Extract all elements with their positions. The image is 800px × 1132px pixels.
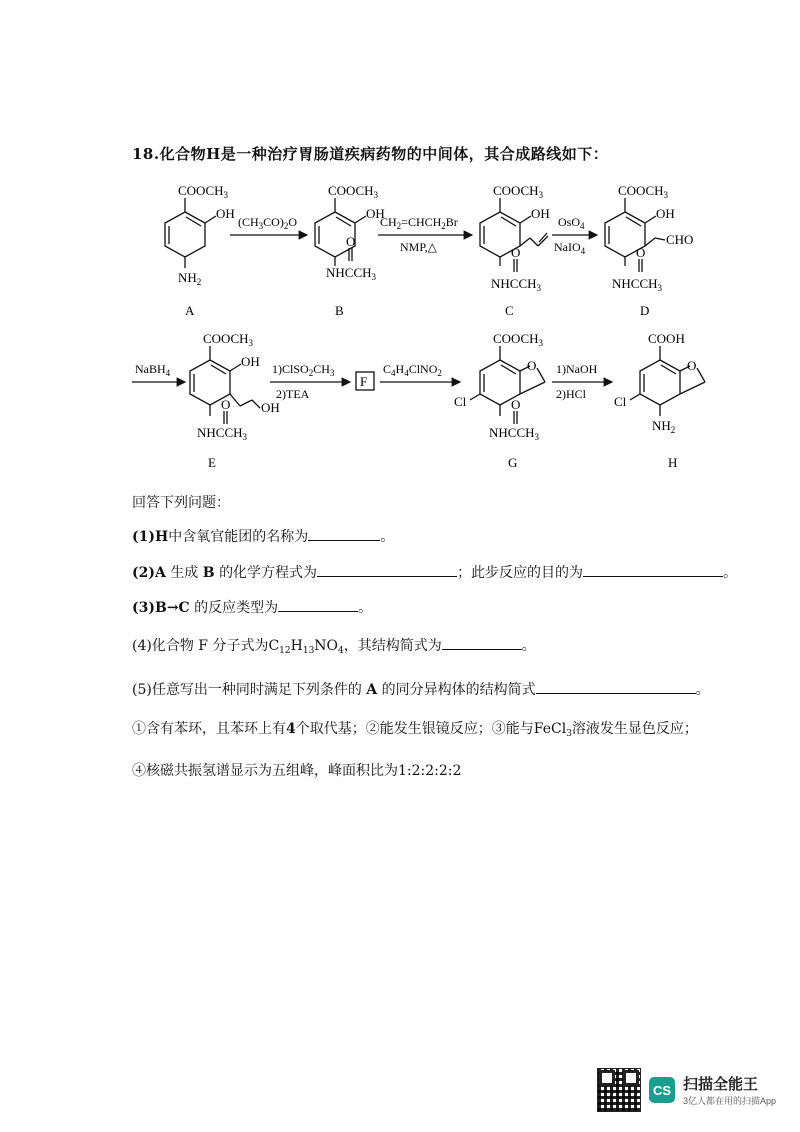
compound-E-oh2: OH xyxy=(261,400,280,415)
question-3: (3)B→C 的反应类型为 。 xyxy=(132,597,372,617)
compound-E-label: E xyxy=(208,455,216,470)
compound-C-nhacch3: $NHCCH_3$ xyxy=(491,276,542,293)
compound-B-label: B xyxy=(335,303,344,318)
reagent-e-f-bottom: 2)TEA xyxy=(276,387,310,401)
compound-C-label: C xyxy=(505,303,514,318)
question-5: (5)任意写出一种同时满足下列条件的 A 的同分异构体的结构简式 。 xyxy=(132,679,710,699)
reagent-a-b: $(CH_3CO)_2O$ xyxy=(238,215,298,231)
reagent-c-d-top: OsO$_4$ xyxy=(558,215,585,231)
conditions-line-1: ①含有苯环，且苯环上有4个取代基；②能发生银镜反应；③能与FeCl$_3$溶液发生显色反应； xyxy=(132,721,698,739)
answer-blank-1[interactable] xyxy=(308,526,380,541)
answer-blank-2a[interactable] xyxy=(317,562,457,577)
compound-A-cooch3: $COOCH_3$ xyxy=(178,183,229,200)
compound-H-ring-o: O xyxy=(687,358,697,373)
compound-D-oh: OH xyxy=(656,206,675,221)
answer-prompt: 回答下列问题： xyxy=(132,495,230,511)
compound-C-o: O xyxy=(511,245,521,260)
reagent-g-h-top: 1)NaOH xyxy=(556,362,598,376)
formula-fecl3: FeCl$_3$ xyxy=(533,721,572,739)
compound-H-cooh: COOH xyxy=(648,331,685,346)
compound-H-label: H xyxy=(668,455,678,470)
reagent-d-e: NaBH$_4$ xyxy=(135,362,171,378)
compound-A-label: A xyxy=(185,303,195,318)
compound-C-cooch3: $COOCH_3$ xyxy=(493,183,544,200)
answer-blank-3[interactable] xyxy=(278,597,358,612)
compound-A-structure xyxy=(165,198,216,268)
conditions-line-2: ④核磁共振氢谱显示为五组峰，峰面积比为1:2:2:2:2 xyxy=(132,763,462,779)
answer-blank-4[interactable] xyxy=(442,635,522,650)
compound-B-nhacch3: $NHCCH_3$ xyxy=(326,265,377,282)
compound-H-nh2: $NH_2$ xyxy=(652,418,676,435)
qr-code-icon xyxy=(597,1068,641,1112)
compound-B-oh: OH xyxy=(366,206,385,221)
compound-G-label: G xyxy=(508,455,518,470)
compound-D-cooch3: $COOCH_3$ xyxy=(618,183,669,200)
reagent-g-h-bottom: 2)HCl xyxy=(556,387,586,401)
compound-C-oh: OH xyxy=(531,206,550,221)
compound-E-oh: OH xyxy=(241,354,260,369)
compound-D-o: O xyxy=(636,245,646,260)
question-2: (2)A 生成 B 的化学方程式为 ；此步反应的目的为 。 xyxy=(132,562,737,582)
compound-E-cooch3: $COOCH_3$ xyxy=(203,331,254,348)
compound-G-cooch3: $COOCH_3$ xyxy=(493,331,544,348)
scanner-watermark xyxy=(597,1068,776,1112)
question-title: 18.化合物H是一种治疗胃肠道疾病药物的中间体，其合成路线如下： xyxy=(132,145,609,163)
answer-blank-5[interactable] xyxy=(536,679,696,694)
formula-f: $C_{12}H_{13}NO_4$ xyxy=(268,638,344,656)
brand-name: 扫描全能王 xyxy=(682,1076,758,1093)
camscanner-logo-icon: CS xyxy=(649,1077,675,1103)
compound-F-label: F xyxy=(360,374,368,389)
compound-G-o: O xyxy=(511,397,521,412)
compound-B-structure xyxy=(315,198,366,266)
brand-slogan: 3亿人都在用的扫描App xyxy=(682,1096,776,1106)
compound-B-o: O xyxy=(346,234,356,249)
reagent-b-c-bottom: NMP,△ xyxy=(400,240,437,254)
reagent-b-c-top: $CH_2=CHCH_2Br$ xyxy=(380,215,458,231)
compound-G-ring-o: O xyxy=(527,358,537,373)
reagent-e-f-top: $1)ClSO_2CH_3$ xyxy=(272,362,335,378)
compound-G-cl: Cl xyxy=(454,394,467,409)
reagent-c-d-bottom: NaIO$_4$ xyxy=(554,240,586,256)
compound-G-nhacch3: $NHCCH_3$ xyxy=(489,425,540,442)
compound-B-cooch3: $COOCH_3$ xyxy=(328,183,379,200)
compound-D-label: D xyxy=(640,303,650,318)
answer-blank-2b[interactable] xyxy=(583,562,723,577)
brand-block xyxy=(683,1073,776,1107)
synthesis-scheme xyxy=(0,160,800,490)
compound-A-nh2: $NH_2$ xyxy=(178,270,202,287)
question-4: (4)化合物 F 分子式为$C_{12}H_{13}NO_4$，其结构简式为 。 xyxy=(132,635,536,656)
question-1: (1)H中含氧官能团的名称为 。 xyxy=(132,526,394,546)
compound-A-oh: OH xyxy=(216,206,235,221)
compound-H-structure xyxy=(630,346,705,416)
compound-D-nhacch3: $NHCCH_3$ xyxy=(612,276,663,293)
compound-E-o: O xyxy=(221,397,231,412)
compound-D-cho: CHO xyxy=(666,232,694,247)
compound-E-nhacch3: $NHCCH_3$ xyxy=(197,425,248,442)
reagent-f-g: $C_4H_4ClNO_2$ xyxy=(383,362,442,378)
compound-H-cl: Cl xyxy=(614,394,627,409)
